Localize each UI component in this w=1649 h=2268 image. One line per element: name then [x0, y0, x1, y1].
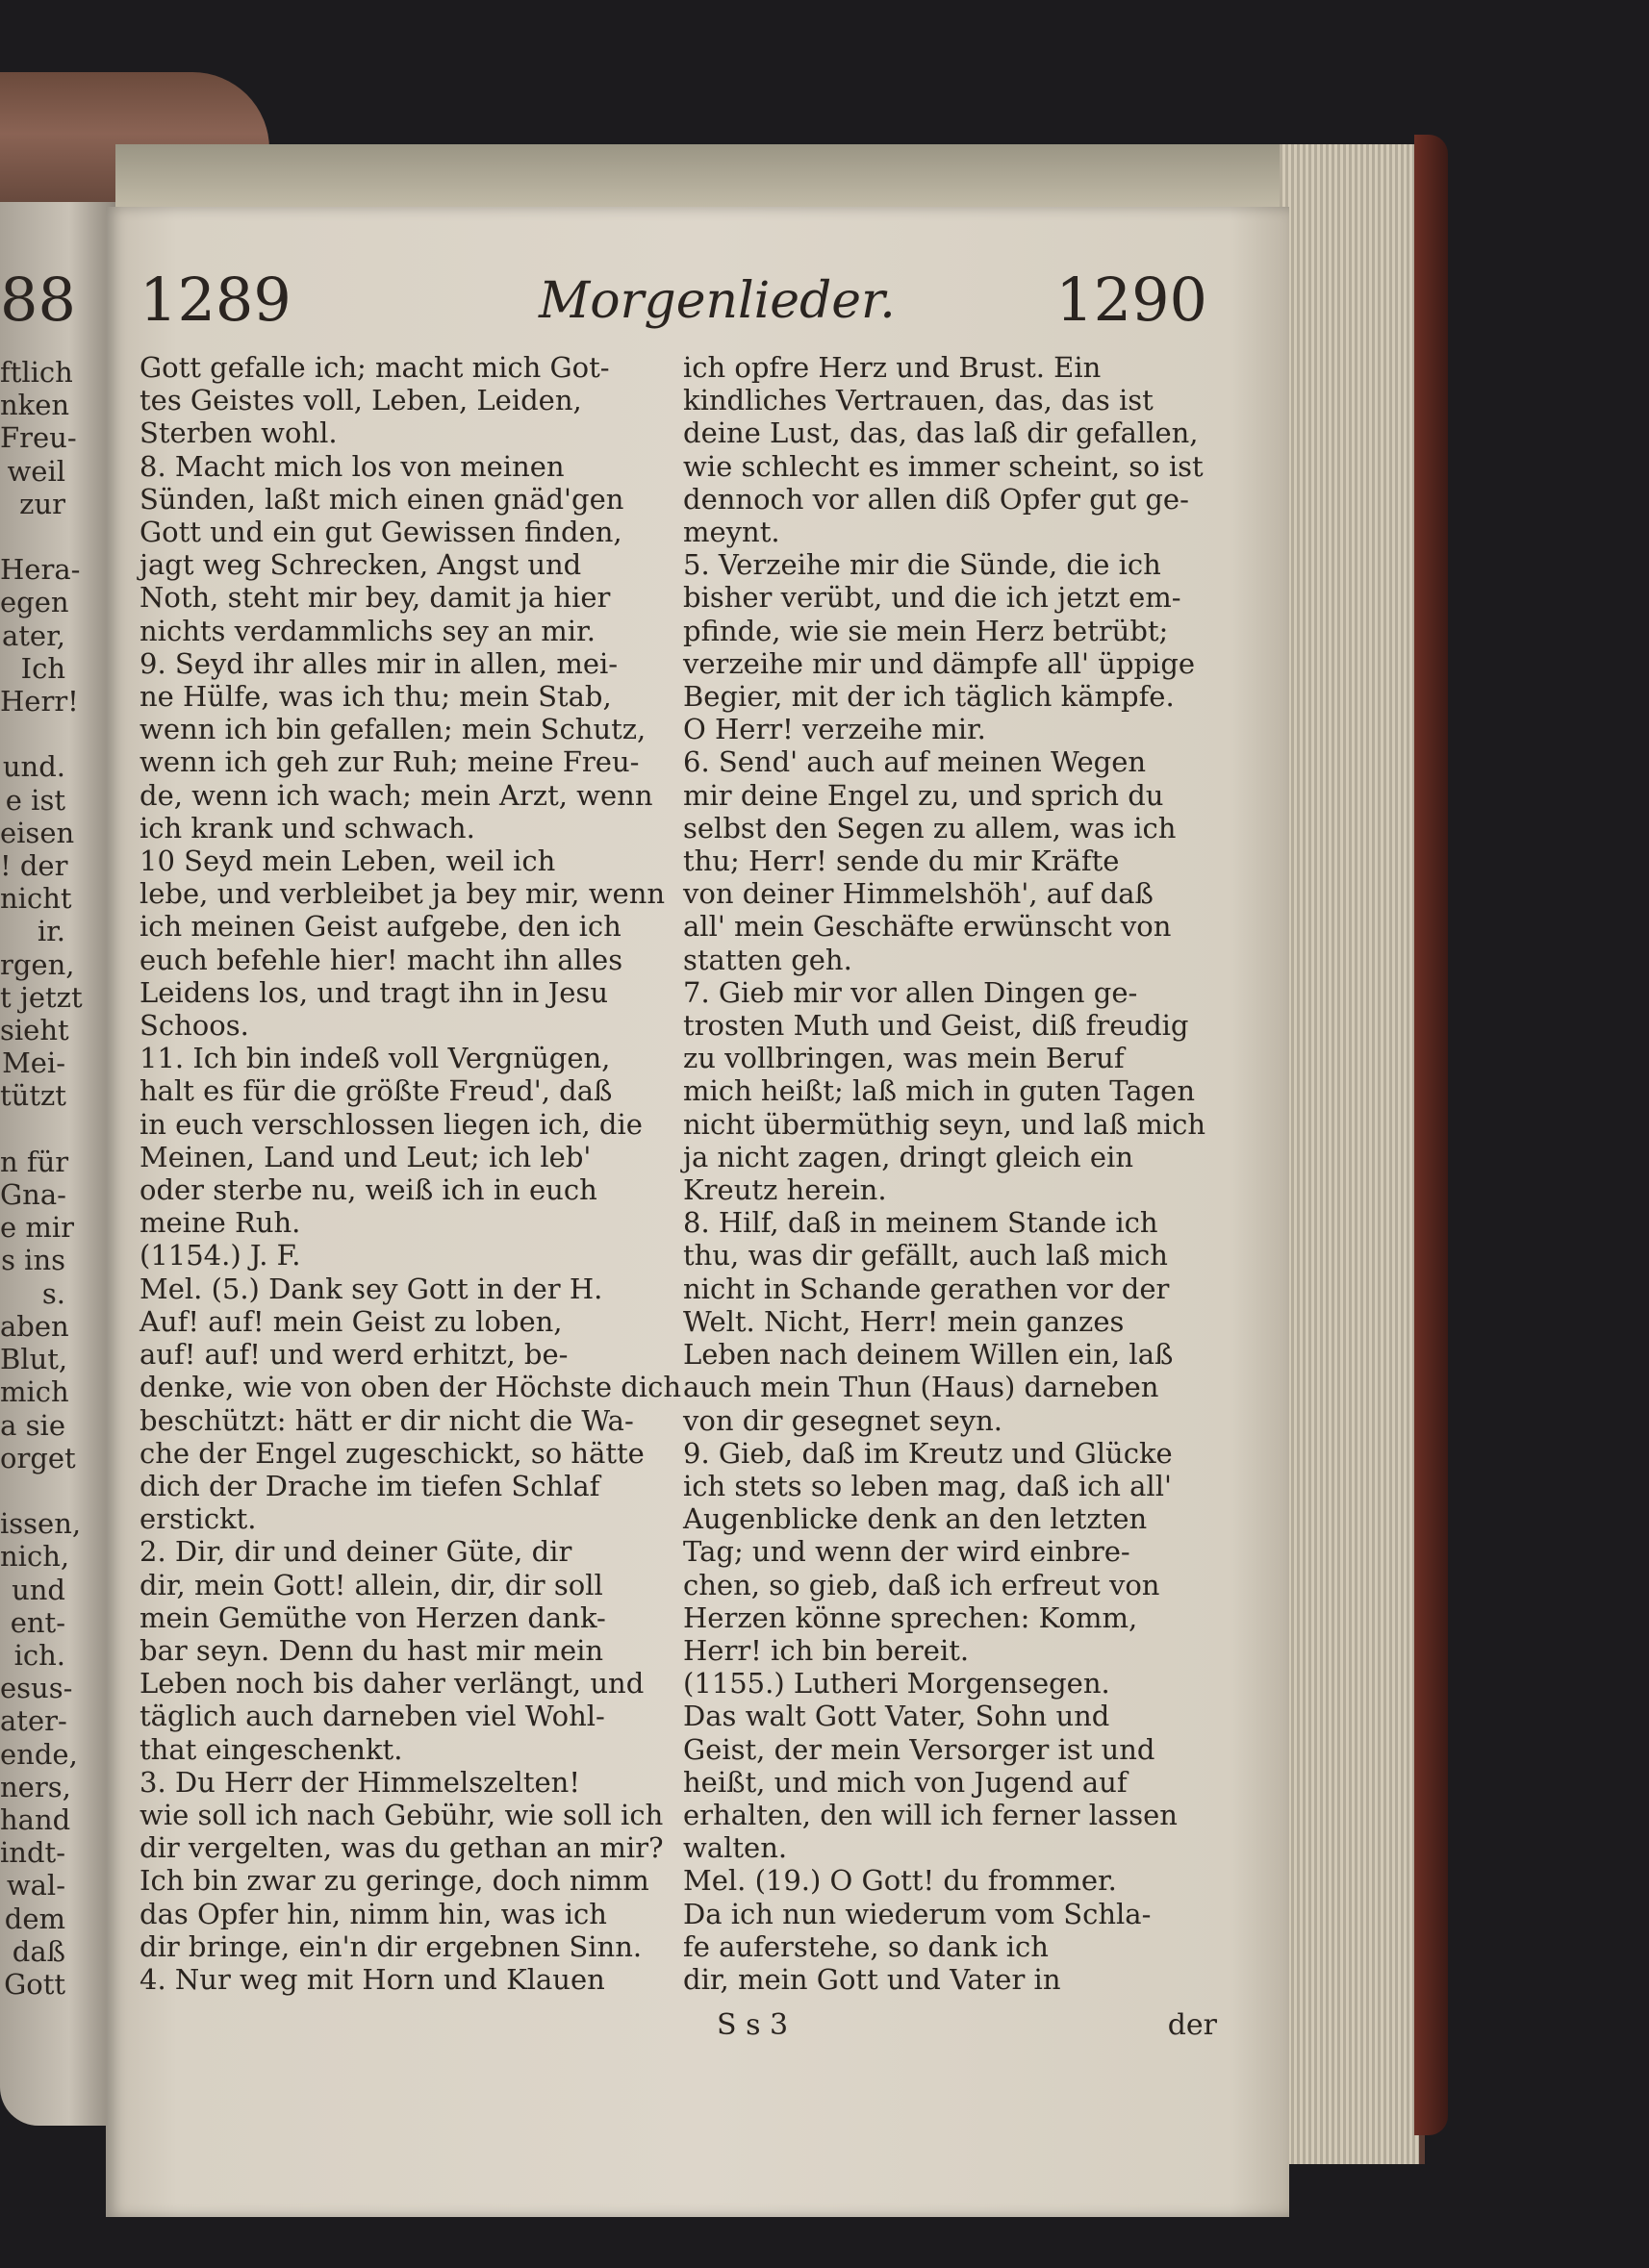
text-line: Augenblicke denk an den letzten: [683, 1502, 1148, 1536]
text-line: selbst den Segen zu allem, was ich: [683, 811, 1177, 844]
text-line: auch mein Thun (Haus) darneben: [683, 1371, 1159, 1404]
text-line: heißt, und mich von Jugend auf: [683, 1765, 1128, 1799]
text-line: ich krank und schwach.: [140, 811, 475, 844]
fragment-line: issen,: [0, 1507, 82, 1541]
text-line: thu, was dir gefällt, auch laß mich: [683, 1239, 1168, 1273]
text-line: 11. Ich bin indeß voll Vergnügen,: [140, 1042, 611, 1075]
text-line: ich meinen Geist aufgebe, den ich: [140, 910, 622, 944]
fragment-line: ! der: [0, 849, 68, 883]
text-line: halt es für die größte Freud', daß: [140, 1074, 613, 1108]
fragment-line: Gna-: [0, 1178, 66, 1212]
text-line: oder sterbe nu, weiß ich in euch: [140, 1173, 597, 1207]
text-line: all' mein Geschäfte erwünscht von: [683, 910, 1172, 944]
fragment-line: ende,: [0, 1737, 78, 1771]
fragment-line: e mir: [0, 1211, 75, 1245]
text-line: bisher verübt, und die ich jetzt em-: [683, 581, 1181, 615]
fragment-line: ent-: [10, 1605, 65, 1639]
fragment-line: ater-: [0, 1704, 67, 1738]
left-page-fragments: [0, 356, 83, 2068]
fragment-line: [0, 1113, 65, 1146]
text-line: Gott gefalle ich; macht mich Got-: [140, 351, 610, 384]
running-header: [140, 265, 1207, 341]
fragment-line: und: [12, 1573, 65, 1606]
page-block-edge: [1280, 144, 1425, 2164]
text-line: Herzen könne sprechen: Komm,: [683, 1600, 1138, 1634]
text-line: ich opfre Herz und Brust. Ein: [683, 351, 1102, 384]
text-line: Begier, mit der ich täglich kämpfe.: [683, 680, 1175, 714]
page-top-edge: [115, 144, 1414, 212]
running-title: Morgenlieder.: [539, 272, 896, 330]
fragment-line: wal-: [6, 1869, 65, 1903]
text-line: nicht in Schande gerathen vor der: [683, 1272, 1170, 1305]
text-line: 3. Du Herr der Himmelszelten!: [140, 1765, 580, 1799]
text-line: zu vollbringen, was mein Beruf: [683, 1042, 1125, 1075]
text-line: thu; Herr! sende du mir Kräfte: [683, 844, 1120, 878]
text-line: Schoos.: [140, 1009, 249, 1043]
fragment-line: [0, 718, 65, 750]
text-line: 7. Gieb mir vor allen Dingen ge-: [683, 975, 1138, 1009]
text-line: ich stets so leben mag, daß ich all': [683, 1469, 1172, 1502]
fragment-line: dem: [4, 1902, 65, 1935]
text-line: 10 Seyd mein Leben, weil ich: [140, 844, 556, 878]
fragment-line: eisen: [0, 816, 75, 849]
text-line: mein Gemüthe von Herzen dank-: [140, 1600, 606, 1634]
fragment-line: e ist: [5, 783, 65, 817]
text-line: bar seyn. Denn du hast mir mein: [140, 1633, 604, 1667]
text-line: Auf! auf! mein Geist zu loben,: [140, 1304, 563, 1338]
fragment-line: Freu-: [0, 421, 77, 455]
text-line: Mel. (5.) Dank sey Gott in der H.: [140, 1272, 603, 1305]
fragment-line: weil: [7, 454, 65, 488]
fragment-line: t jetzt: [0, 980, 83, 1014]
text-line: dich der Drache im tiefen Schlaf: [140, 1469, 600, 1502]
fragment-line: Gott: [4, 1967, 65, 2001]
text-line: Noth, steht mir bey, damit ja hier: [140, 581, 611, 615]
text-line: 8. Hilf, daß in meinem Stande ich: [683, 1206, 1158, 1240]
fragment-line: nken: [0, 389, 70, 422]
signature-mark: S s 3: [717, 2008, 789, 2042]
page-number-right: 1290: [1055, 265, 1207, 335]
text-line: kindliches Vertrauen, das, das ist: [683, 384, 1154, 417]
text-line: in euch verschlossen liegen ich, die: [140, 1107, 643, 1141]
left-page-number: 88: [0, 265, 76, 335]
fragment-line: [0, 520, 65, 553]
text-line: Leben nach deinem Willen ein, laß: [683, 1338, 1174, 1372]
text-line: euch befehle hier! macht ihn alles: [140, 943, 623, 976]
fragment-line: aben: [0, 1309, 69, 1343]
fragment-line: orget: [0, 1441, 76, 1474]
text-column-right: [683, 351, 1206, 1996]
text-line: Mel. (19.) O Gott! du frommer.: [683, 1864, 1117, 1898]
text-line: jagt weg Schrecken, Angst und: [140, 548, 582, 582]
fragment-line: Herr!: [0, 685, 79, 718]
text-line: verzeihe mir und dämpfe all' üppige: [683, 646, 1196, 680]
text-line: chen, so gieb, daß ich erfreut von: [683, 1568, 1160, 1601]
text-line: Geist, der mein Versorger ist und: [683, 1732, 1155, 1766]
text-line: that eingeschenkt.: [140, 1732, 403, 1766]
text-line: 5. Verzeihe mir die Sünde, die ich: [683, 548, 1161, 582]
text-line: ne Hülfe, was ich thu; mein Stab,: [140, 680, 612, 714]
fragment-line: ftlich: [0, 356, 73, 389]
page-number-left: 1289: [140, 265, 292, 335]
text-line: (1154.) J. F.: [140, 1239, 301, 1273]
text-line: Sterben wohl.: [140, 416, 338, 450]
text-line: che der Engel zugeschickt, so hätte: [140, 1436, 645, 1470]
text-line: erhalten, den will ich ferner lassen: [683, 1798, 1178, 1831]
text-line: meynt.: [683, 516, 780, 549]
catchword: der: [1167, 2008, 1217, 2042]
text-line: Ich bin zwar zu geringe, doch nimm: [140, 1864, 649, 1898]
text-line: Meinen, Land und Leut; ich leb': [140, 1140, 592, 1173]
fragment-line: n für: [0, 1145, 69, 1178]
fragment-line: Ich: [20, 651, 65, 685]
text-line: pfinde, wie sie mein Herz betrübt;: [683, 614, 1169, 647]
fragment-line: ich.: [13, 1638, 65, 1672]
text-line: wie soll ich nach Gebühr, wie soll ich: [140, 1798, 664, 1831]
text-line: Welt. Nicht, Herr! mein ganzes: [683, 1304, 1125, 1338]
text-line: wie schlecht es immer scheint, so ist: [683, 449, 1204, 483]
text-line: deine Lust, das, das laß dir gefallen,: [683, 416, 1199, 450]
text-line: dir, mein Gott und Vater in: [683, 1962, 1061, 1996]
text-line: dir vergelten, was du gethan an mir?: [140, 1831, 664, 1865]
text-line: von deiner Himmelshöh', auf daß: [683, 877, 1154, 911]
book-cover: [1414, 135, 1448, 2135]
text-line: Das walt Gott Vater, Sohn und: [683, 1700, 1110, 1733]
text-line: mir deine Engel zu, und sprich du: [683, 778, 1164, 812]
fragment-line: esus-: [0, 1672, 73, 1705]
text-line: wenn ich geh zur Ruh; meine Freu-: [140, 745, 640, 779]
fragment-line: indt-: [0, 1836, 65, 1870]
fragment-line: s.: [41, 1276, 65, 1310]
fragment-line: und.: [2, 750, 65, 784]
fragment-line: hand: [0, 1802, 71, 1836]
text-line: beschützt: hätt er dir nicht die Wa-: [140, 1403, 634, 1437]
fragment-line: s ins: [1, 1244, 65, 1277]
text-line: 6. Send' auch auf meinen Wegen: [683, 745, 1147, 779]
text-line: O Herr! verzeihe mir.: [683, 713, 986, 746]
text-line: walten.: [683, 1831, 788, 1865]
text-line: denke, wie von oben der Höchste dich: [140, 1371, 682, 1404]
text-line: Leidens los, und tragt ihn in Jesu: [140, 975, 608, 1009]
text-line: 9. Seyd ihr alles mir in allen, mei-: [140, 646, 619, 680]
text-line: dir, mein Gott! allein, dir, dir soll: [140, 1568, 603, 1601]
fragment-line: mich: [0, 1375, 69, 1409]
text-line: Sünden, laßt mich einen gnäd'gen: [140, 482, 624, 516]
text-column-left: [140, 351, 682, 1996]
fragment-line: daß: [12, 1934, 65, 1968]
text-line: fe auferstehe, so dank ich: [683, 1929, 1049, 1963]
fragment-line: Blut,: [0, 1343, 68, 1376]
text-line: 2. Dir, dir und deiner Güte, dir: [140, 1535, 572, 1569]
fragment-line: rgen,: [0, 947, 75, 981]
text-line: nicht übermüthig seyn, und laß mich: [683, 1107, 1206, 1141]
text-line: Herr! ich bin bereit.: [683, 1633, 970, 1667]
text-line: Kreutz herein.: [683, 1173, 887, 1207]
fragment-line: egen: [0, 586, 69, 619]
fragment-line: sieht: [0, 1014, 69, 1047]
fragment-line: nicht: [0, 882, 72, 916]
text-line: auf! auf! und werd erhitzt, be-: [140, 1338, 569, 1372]
text-line: 8. Macht mich los von meinen: [140, 449, 565, 483]
fragment-line: ir.: [37, 915, 65, 948]
text-line: 9. Gieb, daß im Kreutz und Glücke: [683, 1436, 1173, 1470]
text-line: Leben noch bis daher verlängt, und: [140, 1667, 645, 1701]
text-line: tes Geistes voll, Leben, Leiden,: [140, 384, 582, 417]
fragment-line: zur: [19, 487, 65, 520]
text-line: (1155.) Lutheri Morgensegen.: [683, 1667, 1110, 1701]
text-line: ja nicht zagen, dringt gleich ein: [683, 1140, 1133, 1173]
fragment-line: [0, 1474, 65, 1507]
text-line: Gott und ein gut Gewissen finden,: [140, 516, 622, 549]
text-line: täglich auch darneben viel Wohl-: [140, 1700, 605, 1733]
text-line: dennoch vor allen diß Opfer gut ge-: [683, 482, 1189, 516]
text-line: 4. Nur weg mit Horn und Klauen: [140, 1962, 605, 1996]
text-line: de, wenn ich wach; mein Arzt, wenn: [140, 778, 653, 812]
text-line: mich heißt; laß mich in guten Tagen: [683, 1074, 1196, 1108]
fragment-line: nich,: [0, 1540, 70, 1574]
fragment-line: Hera-: [0, 553, 81, 587]
text-line: dir bringe, ein'n dir ergebnen Sinn.: [140, 1929, 643, 1963]
fragment-line: ater,: [1, 618, 65, 652]
text-line: statten geh.: [683, 943, 852, 976]
text-line: erstickt.: [140, 1502, 257, 1536]
text-line: lebe, und verbleibet ja bey mir, wenn: [140, 877, 666, 911]
text-line: meine Ruh.: [140, 1206, 301, 1240]
text-line: nichts verdammlichs sey an mir.: [140, 614, 596, 647]
text-line: das Opfer hin, nimm hin, was ich: [140, 1897, 607, 1930]
fragment-line: a sie: [0, 1408, 65, 1442]
text-line: Tag; und wenn der wird einbre-: [683, 1535, 1130, 1569]
fragment-line: tützt: [0, 1079, 66, 1113]
fragment-line: Mei-: [2, 1046, 65, 1080]
text-line: von dir gesegnet seyn.: [683, 1403, 1003, 1437]
text-line: Da ich nun wiederum vom Schla-: [683, 1897, 1152, 1930]
text-line: wenn ich bin gefallen; mein Schutz,: [140, 713, 647, 746]
fragment-line: ners,: [0, 1770, 71, 1803]
text-line: trosten Muth und Geist, diß freudig: [683, 1009, 1189, 1043]
